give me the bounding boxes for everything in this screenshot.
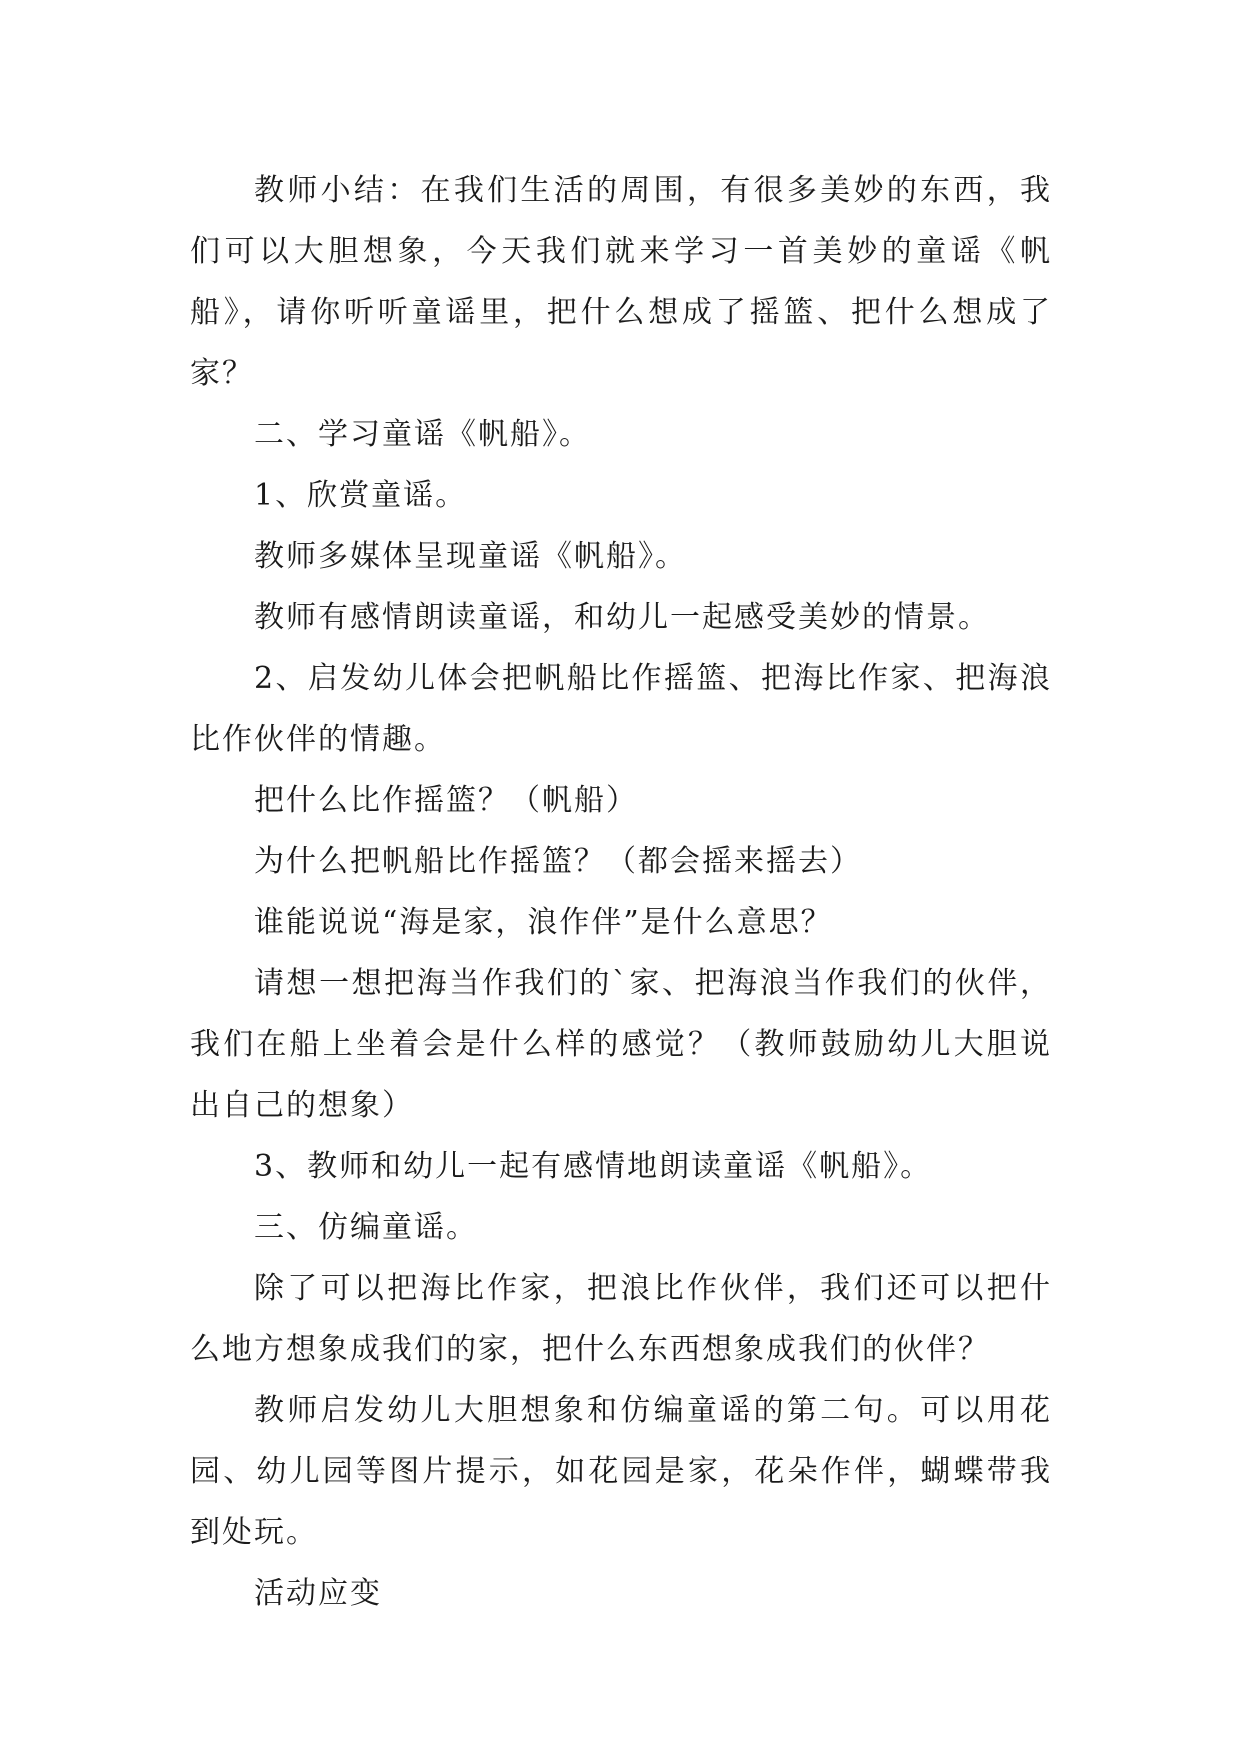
step-appreciate-rhyme: 1、欣赏童谣。 bbox=[254, 478, 468, 513]
paragraph-multimedia: 教师多媒体呈现童谣《帆船》。 bbox=[254, 539, 687, 574]
paragraph-read-aloud: 教师有感情朗读童谣，和幼儿一起感受美妙的情景。 bbox=[254, 600, 990, 635]
step-inspire-children: 2、启发幼儿体会把帆船比作摇篮、把海比作家、把海浪比作伙伴的情趣。 bbox=[190, 661, 1052, 757]
document-body bbox=[190, 160, 1052, 1624]
section-heading-imitate-rhyme: 三、仿编童谣。 bbox=[254, 1210, 478, 1245]
paragraph-other-home: 除了可以把海比作家，把浪比作伙伴，我们还可以把什么地方想象成我们的家，把什么东西想象成我们的伙伴？ bbox=[190, 1271, 1052, 1367]
question-cradle: 把什么比作摇篮？（帆船） bbox=[254, 783, 638, 818]
paragraph-imagine-feeling: 请想一想把海当作我们的`家、把海浪当作我们的伙伴，我们在船上坐着会是什么样的感觉？（教师鼓励幼儿大胆说出自己的想象） bbox=[190, 966, 1052, 1123]
paragraph-teacher-summary: 教师小结：在我们生活的周围，有很多美妙的东西，我们可以大胆想象，今天我们就来学习一首美妙的童谣《帆船》，请你听听童谣里，把什么想成了摇篮、把什么想成了家？ bbox=[190, 173, 1052, 391]
section-heading-activity-adaptation: 活动应变 bbox=[254, 1576, 382, 1611]
section-heading-learn-rhyme: 二、学习童谣《帆船》。 bbox=[254, 417, 591, 452]
question-sea-home: 谁能说说“海是家，浪作伴”是什么意思？ bbox=[254, 905, 833, 940]
step-read-together: 3、教师和幼儿一起有感情地朗读童谣《帆船》。 bbox=[254, 1149, 933, 1184]
question-why-cradle: 为什么把帆船比作摇篮？（都会摇来摇去） bbox=[254, 844, 862, 879]
paragraph-second-line: 教师启发幼儿大胆想象和仿编童谣的第二句。可以用花园、幼儿园等图片提示，如花园是家，花朵作伴，蝴蝶带我到处玩。 bbox=[190, 1393, 1052, 1550]
